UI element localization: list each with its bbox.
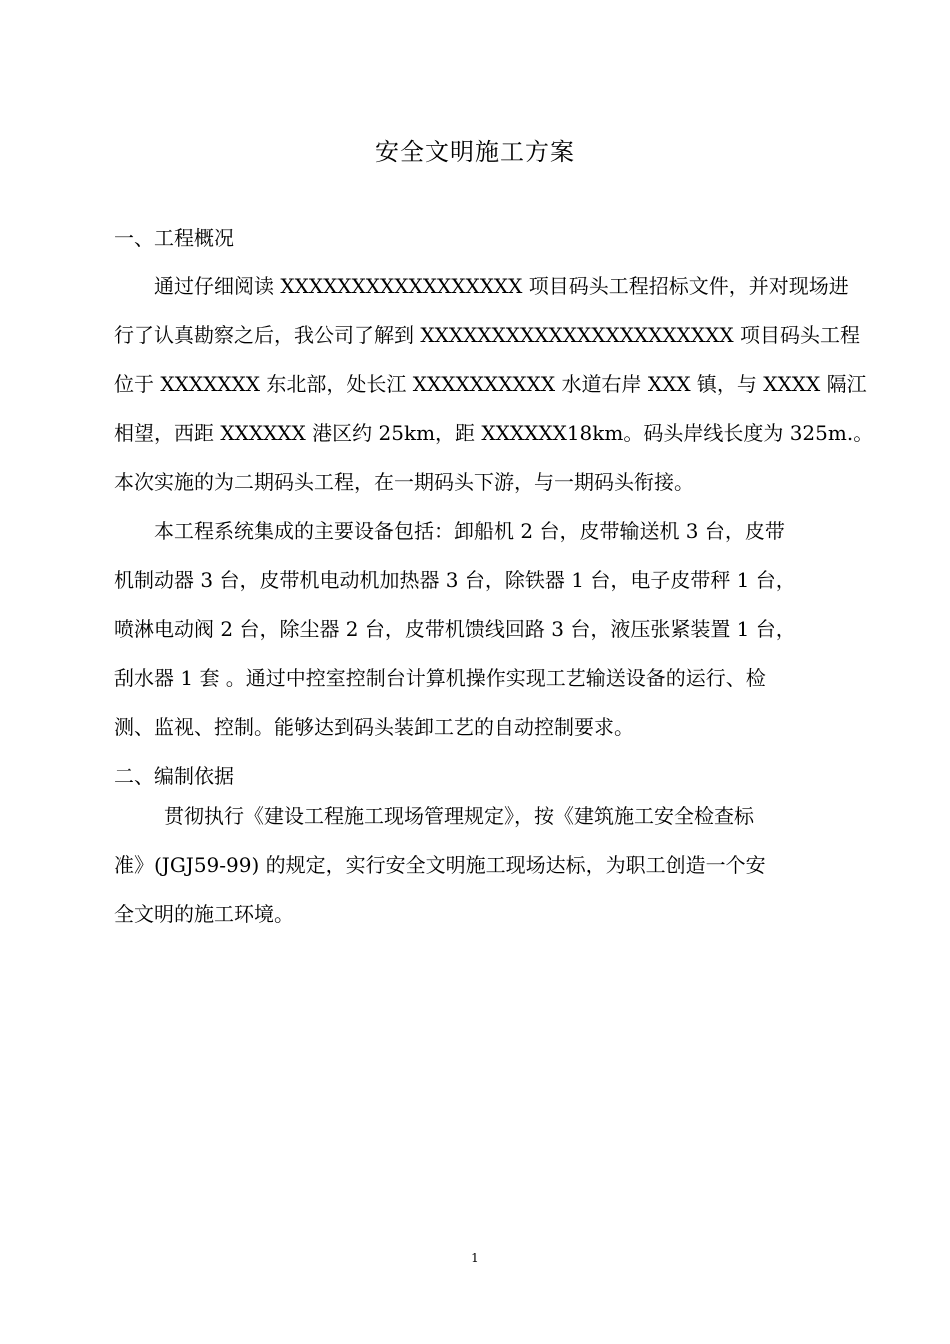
- text-line: 准》(JGJ59-99) 的规定，实行安全文明施工现场达标，为职工创造一个安: [114, 853, 766, 877]
- paragraph-basis: [114, 798, 838, 933]
- section-heading-basis: 二、编制依据: [114, 764, 234, 788]
- text-line: 测、监视、控制。能够达到码头装卸工艺的自动控制要求。: [114, 715, 634, 739]
- text-line: 相望，西距 XXXXXX 港区约 25km，距 XXXXXX18km。码头岸线长度为 325m.。: [114, 421, 874, 445]
- text-line: 机制动器 3 台，皮带机电动机加热器 3 台，除铁器 1 台，电子皮带秤 1 台，: [114, 568, 796, 592]
- document-title: 安全文明施工方案: [375, 138, 575, 166]
- text-line: 位于 XXXXXXX 东北部，处长江 XXXXXXXXXX 水道右岸 XXX 镇，与 XXXX 隔江: [114, 372, 867, 396]
- text-line: 喷淋电动阀 2 台，除尘器 2 台，皮带机馈线回路 3 台，液压张紧装置 1 台，: [114, 617, 796, 641]
- text-line: 贯彻执行《建设工程施工现场管理规定》，按《建筑施工安全检查标: [164, 804, 754, 828]
- page-number: 1: [471, 1251, 479, 1265]
- text-line: 本次实施的为二期码头工程，在一期码头下游，与一期码头衔接。: [114, 470, 694, 494]
- text-line: 行了认真勘察之后，我公司了解到 XXXXXXXXXXXXXXXXXXXXXX 项目码头工程: [114, 323, 860, 347]
- paragraph-project-overview: [114, 268, 874, 501]
- document-body: [114, 220, 874, 933]
- text-line: 刮水器 1 套 。通过中控室控制台计算机操作实现工艺输送设备的运行、检: [114, 666, 766, 690]
- text-line: 通过仔细阅读 XXXXXXXXXXXXXXXXX 项目码头工程招标文件，并对现场进: [154, 274, 849, 298]
- section-heading-overview: 一、工程概况: [114, 226, 234, 250]
- text-line: 本工程系统集成的主要设备包括：卸船机 2 台，皮带输送机 3 台，皮带: [154, 519, 785, 543]
- paragraph-equipment: [114, 513, 838, 746]
- text-line: 全文明的施工环境。: [114, 902, 294, 926]
